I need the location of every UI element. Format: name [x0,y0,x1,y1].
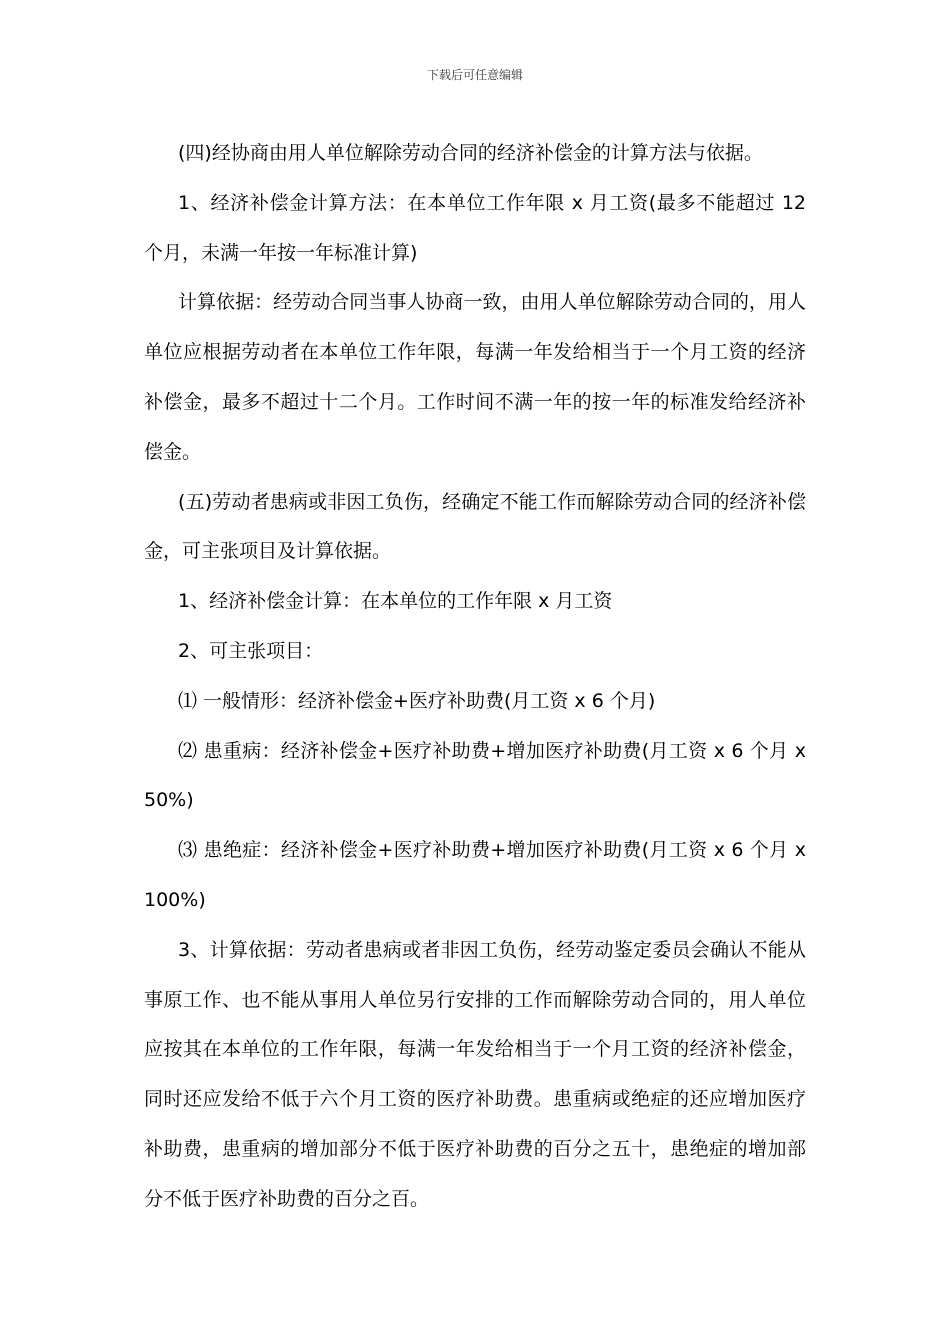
page-header: 下载后可任意编辑 [426,68,523,82]
paragraph-calc-basis: 计算依据：经劳动合同当事人协商一致，由用人单位解除劳动合同的，用人单位应根据劳动者在本单位工作年限，每满一年发给相当于一个月工资的经济补偿金，最多不超过十二个月。工作时间不满一年的按一年的标准发给经济补偿金。 [144,291,806,463]
list-item-serious-illness: ⑵ 患重病：经济补偿金+医疗补助费+增加医疗补助费(月工资 x 6 个月 x 50%) [144,739,806,812]
paragraph-legal-basis: 3、计算依据：劳动者患病或者非因工负伤，经劳动鉴定委员会确认不能从事原工作、也不能从事用人单位另行安排的工作而解除劳动合同的，用人单位应按其在本单位的工作年限，每满一年发给相当于一个月工资的经济补偿金，同时还应发给不低于六个月工资的医疗补助费。患重病或绝症的还应增加医疗补助费，患重病的增加部分不低于医疗补助费的百分之五十，患绝症的增加部分不低于医疗补助费的百分之百。 [144,938,806,1210]
paragraph-section-4-heading: (四)经协商由用人单位解除劳动合同的经济补偿金的计算方法与依据。 [178,142,763,164]
paragraph-section-5-heading: (五)劳动者患病或非因工负伤，经确定不能工作而解除劳动合同的经济补偿金，可主张项目及计算依据。 [144,490,806,563]
list-item-general: ⑴ 一般情形：经济补偿金+医疗补助费(月工资 x 6 个月) [178,689,656,712]
paragraph-compensation-calc: 1、经济补偿金计算：在本单位的工作年限 x 月工资 [178,590,613,613]
document-body [144,129,806,1225]
paragraph-claimable-items: 2、可主张项目： [178,639,324,662]
paragraph-calc-method: 1、经济补偿金计算方法：在本单位工作年限 x 月工资(最多不能超过 12 个月，未满一年按一年标准计算) [144,191,806,264]
list-item-terminal-illness: ⑶ 患绝症：经济补偿金+医疗补助费+增加医疗补助费(月工资 x 6 个月 x 100%) [144,839,806,911]
